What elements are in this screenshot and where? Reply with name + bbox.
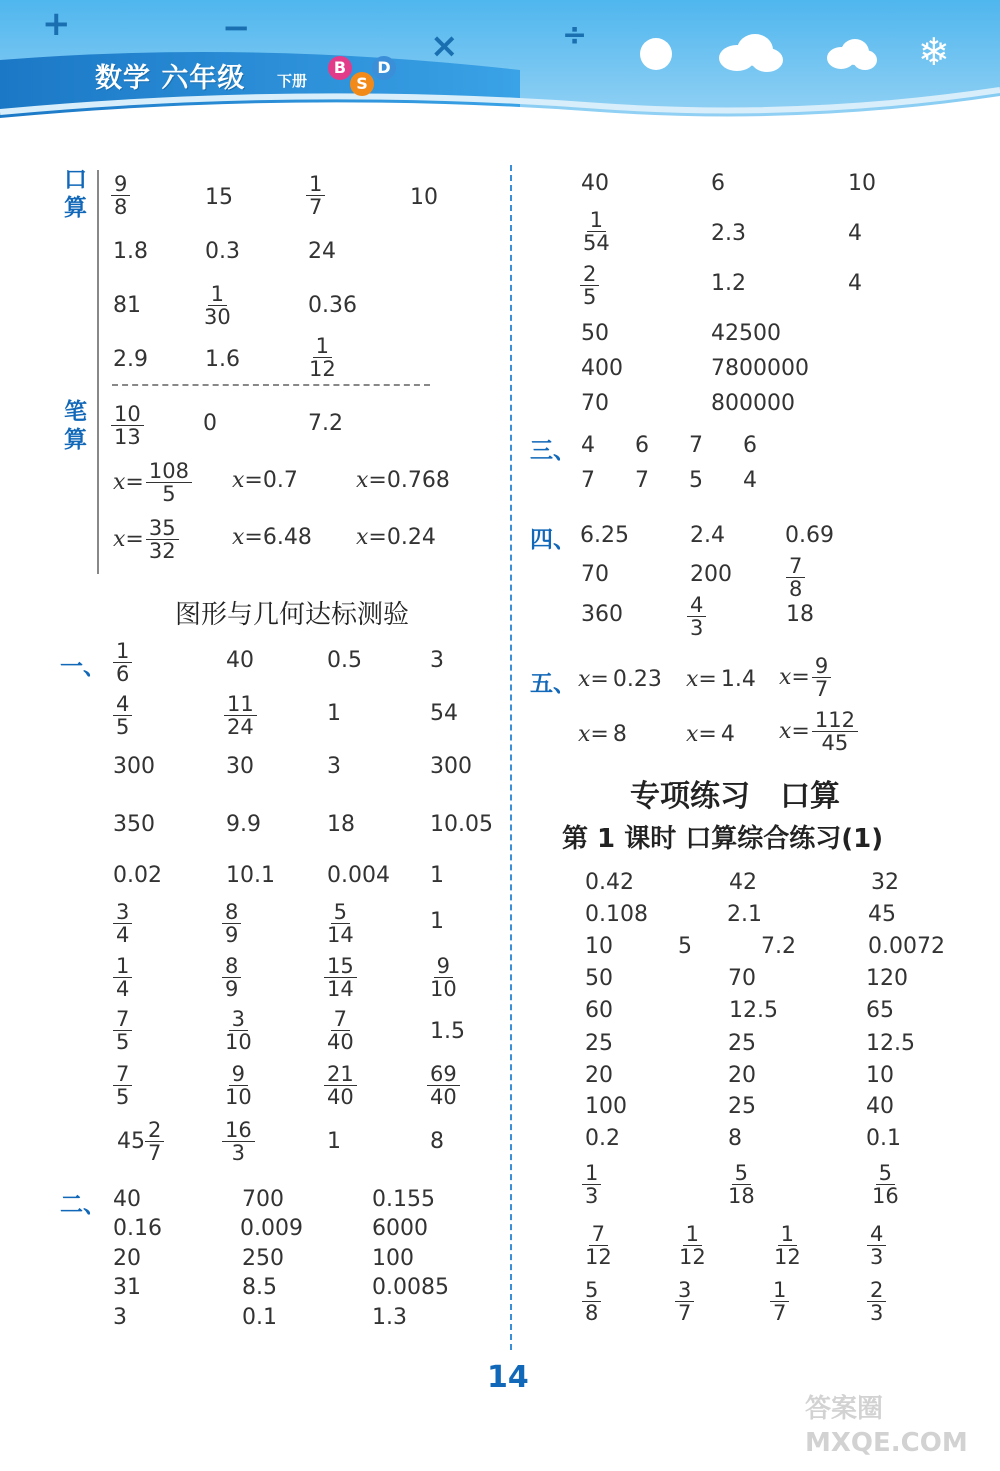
numerator: 11 xyxy=(224,693,257,716)
numerator: 3 xyxy=(229,1008,248,1031)
answer-value: 70 xyxy=(728,966,756,991)
answer-value: 0.3 xyxy=(205,239,240,264)
answer-value: 50 xyxy=(585,966,613,991)
denominator: 5 xyxy=(116,715,130,739)
denominator: 12 xyxy=(309,357,336,381)
minus-icon: − xyxy=(222,8,251,48)
x-equals: x= xyxy=(779,719,810,744)
answer-fraction xyxy=(111,403,144,448)
answer-value: 4 xyxy=(848,271,862,296)
x-equals: x= xyxy=(113,527,144,552)
answer-fraction xyxy=(786,555,805,600)
numerator: 7 xyxy=(331,1008,350,1031)
answer-value: 25 xyxy=(728,1094,756,1119)
answer-value: 25 xyxy=(585,1031,613,1056)
section-label-san: 三、 xyxy=(530,438,576,464)
equation-answer xyxy=(356,468,450,493)
answer-value: 7 xyxy=(635,468,649,493)
equation-value: 4 xyxy=(720,722,735,747)
answer-value: 40 xyxy=(866,1094,894,1119)
numerator: 7 xyxy=(786,555,805,578)
answer-value: 8.5 xyxy=(242,1275,277,1300)
section-label-wu: 五、 xyxy=(530,671,576,697)
answer-value: 10.05 xyxy=(430,812,493,837)
answer-value: 30 xyxy=(226,754,254,779)
numerator: 15 xyxy=(324,955,357,978)
numerator: 9 xyxy=(812,655,831,678)
numerator: 9 xyxy=(111,173,130,196)
numerator: 8 xyxy=(222,955,241,978)
answer-fraction xyxy=(222,1119,255,1164)
answer-value: 0.2 xyxy=(585,1126,620,1151)
section-label-er: 二、 xyxy=(60,1192,106,1218)
answer-value: 7 xyxy=(689,433,703,458)
equation-answer xyxy=(232,468,298,493)
answer-value: 700 xyxy=(242,1187,284,1212)
answer-value: 4 xyxy=(743,468,757,493)
answer-value: 0.16 xyxy=(113,1216,162,1241)
answer-value: 300 xyxy=(430,754,472,779)
answer-value: 0.36 xyxy=(308,293,357,318)
answer-fraction xyxy=(324,1063,357,1108)
answer-value: 2.9 xyxy=(113,347,148,372)
denominator: 5 xyxy=(116,1030,130,1054)
answer-value: 200 xyxy=(690,562,732,587)
answer-value: 350 xyxy=(113,812,155,837)
answer-value: 1 xyxy=(327,1129,341,1154)
answer-value: 0.1 xyxy=(242,1305,277,1330)
equation-answer xyxy=(356,525,436,550)
answer-value: 360 xyxy=(581,602,623,627)
equation-answer xyxy=(686,722,735,747)
answer-value: 0.69 xyxy=(785,523,834,548)
denominator: 32 xyxy=(148,539,176,563)
page-header xyxy=(0,0,1000,140)
denominator: 9 xyxy=(225,923,239,947)
denominator: 5 xyxy=(583,285,597,309)
answer-value: 1.8 xyxy=(113,239,148,264)
denominator: 12 xyxy=(679,1245,706,1269)
numerator: 5 xyxy=(876,1162,895,1185)
denominator: 4 xyxy=(116,977,130,1001)
denominator: 9 xyxy=(225,977,239,1001)
answer-fraction xyxy=(725,1162,758,1207)
numerator: 1 xyxy=(306,173,325,196)
answer-value: 3 xyxy=(327,754,341,779)
numerator: 9 xyxy=(229,1063,248,1086)
numerator: 10 xyxy=(111,403,144,426)
answer-fraction xyxy=(201,283,234,328)
answer-value: 8 xyxy=(728,1126,742,1151)
answer-value: 18 xyxy=(327,812,355,837)
header-title: 数学 六年级 xyxy=(95,63,246,94)
numerator: 112 xyxy=(812,709,858,732)
numerator: 7 xyxy=(113,1063,132,1086)
watermark: 答案圈 MXQE.COM xyxy=(805,1394,968,1458)
denominator: 7 xyxy=(678,1301,692,1325)
numerator: 3 xyxy=(113,901,132,924)
answer-value: 0.0085 xyxy=(372,1275,449,1300)
answer-fraction xyxy=(675,1279,694,1324)
denominator: 3 xyxy=(870,1301,884,1325)
denominator: 30 xyxy=(204,305,231,329)
numerator: 35 xyxy=(146,517,179,540)
x-equals: x= xyxy=(686,722,717,747)
answer-value: 6.25 xyxy=(580,523,629,548)
answer-value: 100 xyxy=(585,1094,627,1119)
header-subtitle: 下册 xyxy=(277,72,308,90)
answer-value: 5 xyxy=(678,934,692,959)
bsd-logo-d: D xyxy=(372,56,396,80)
answer-value: 9.9 xyxy=(226,812,261,837)
section-label-si: 四、 xyxy=(530,527,576,553)
answer-value: 1.3 xyxy=(372,1305,407,1330)
kousuan-char-1: 口 xyxy=(64,167,87,193)
answer-fraction xyxy=(580,209,613,254)
answer-fraction xyxy=(812,709,858,754)
answer-value: 0.1 xyxy=(866,1126,901,1151)
denominator: 54 xyxy=(583,231,610,255)
answer-value: 1.5 xyxy=(430,1019,465,1044)
equation-answer xyxy=(232,525,312,550)
answer-value: 0.004 xyxy=(327,863,390,888)
equation-answer xyxy=(779,655,831,700)
x-equals: x= xyxy=(113,470,144,495)
answer-value: 250 xyxy=(242,1246,284,1271)
denominator: 24 xyxy=(227,715,254,739)
answer-value: 0.108 xyxy=(585,902,648,927)
answer-fraction xyxy=(306,335,339,380)
answer-fraction xyxy=(770,1279,789,1324)
numerator: 5 xyxy=(582,1279,601,1302)
answer-fraction xyxy=(324,901,357,946)
answer-fraction xyxy=(869,1162,902,1207)
denominator: 3 xyxy=(690,616,704,640)
answer-value: 40 xyxy=(113,1187,141,1212)
denominator: 8 xyxy=(789,577,803,601)
denominator: 40 xyxy=(327,1030,354,1054)
answer-fraction xyxy=(222,901,241,946)
answer-value: 18 xyxy=(786,602,814,627)
answer-value: 4 xyxy=(581,433,595,458)
answer-value: 70 xyxy=(581,391,609,416)
plus-icon: + xyxy=(42,4,71,44)
denominator: 7 xyxy=(148,1141,162,1165)
whole-part: 45 xyxy=(117,1129,145,1154)
denominator: 3 xyxy=(585,1184,599,1208)
denominator: 3 xyxy=(231,1141,246,1165)
numerator: 1 xyxy=(313,335,332,358)
denominator: 10 xyxy=(225,1085,252,1109)
equation-answer xyxy=(578,667,662,692)
denominator: 13 xyxy=(114,425,141,449)
mixed-number xyxy=(117,1119,164,1164)
answer-fraction xyxy=(812,655,831,700)
denominator: 8 xyxy=(114,195,128,219)
answer-value: 20 xyxy=(113,1246,141,1271)
answer-value: 2.3 xyxy=(711,221,746,246)
answer-value: 12.5 xyxy=(729,998,778,1023)
answer-value: 12.5 xyxy=(866,1031,915,1056)
bsd-logo-b: B xyxy=(328,56,352,80)
column-divider xyxy=(510,165,512,1350)
denominator: 6 xyxy=(116,662,130,686)
answer-value: 6 xyxy=(635,433,649,458)
numerator: 5 xyxy=(331,901,350,924)
answer-value: 32 xyxy=(871,870,899,895)
answer-value: 65 xyxy=(866,998,894,1023)
equation-value: 6.48 xyxy=(262,525,312,550)
numerator: 1 xyxy=(778,1223,797,1246)
answer-value: 0.42 xyxy=(585,870,634,895)
left-bracket-line xyxy=(97,170,99,574)
answer-fraction xyxy=(224,693,257,738)
answer-value: 0.5 xyxy=(327,648,362,673)
answer-value: 45 xyxy=(868,902,896,927)
equation-value: 0.768 xyxy=(386,468,450,493)
answer-value: 2.4 xyxy=(690,523,725,548)
numerator: 1 xyxy=(582,1162,601,1185)
answer-fraction xyxy=(324,955,357,1000)
answer-fraction xyxy=(427,955,460,1000)
answer-value: 7800000 xyxy=(711,356,809,381)
answer-value: 4 xyxy=(848,221,862,246)
denominator: 7 xyxy=(814,677,829,701)
numerator: 9 xyxy=(434,955,453,978)
answer-fraction xyxy=(676,1223,709,1268)
answer-fraction xyxy=(113,640,132,685)
numerator: 1 xyxy=(770,1279,789,1302)
equation-value: 0.24 xyxy=(386,525,436,550)
answer-fraction xyxy=(771,1223,804,1268)
answer-value: 0 xyxy=(203,411,217,436)
answer-value: 70 xyxy=(581,562,609,587)
equation-answer xyxy=(113,517,179,562)
answer-value: 100 xyxy=(372,1246,414,1271)
x-equals: x= xyxy=(578,667,609,692)
denominator: 8 xyxy=(585,1301,599,1325)
answer-value: 2.1 xyxy=(727,902,762,927)
answer-fraction xyxy=(146,460,192,505)
numerator: 1 xyxy=(113,640,132,663)
answer-fraction xyxy=(222,1063,255,1108)
denominator: 45 xyxy=(821,731,849,755)
cloud-icon xyxy=(715,30,785,74)
kousuan-label xyxy=(64,166,87,222)
denominator: 5 xyxy=(162,482,176,506)
numerator: 2 xyxy=(867,1279,886,1302)
special-practice-title: 专项练习 口算 xyxy=(630,779,840,814)
answer-fraction xyxy=(113,1063,132,1108)
answer-fraction xyxy=(222,955,241,1000)
x-equals: x= xyxy=(779,665,810,690)
equation-answer xyxy=(779,709,858,754)
section-label-yi: 一、 xyxy=(60,654,106,680)
answer-fraction xyxy=(113,693,132,738)
answer-value: 1.2 xyxy=(711,271,746,296)
answer-value: 120 xyxy=(866,966,908,991)
answer-value: 0.02 xyxy=(113,863,162,888)
answer-value: 0.009 xyxy=(240,1216,303,1241)
kousuan-dash-line xyxy=(112,384,430,386)
answer-value: 40 xyxy=(581,171,609,196)
bisuan-char-2: 算 xyxy=(64,427,87,453)
answer-value: 42 xyxy=(729,870,757,895)
answer-fraction xyxy=(582,1223,615,1268)
answer-value: 10 xyxy=(866,1063,894,1088)
numerator: 1 xyxy=(683,1223,702,1246)
page-number: 14 xyxy=(487,1360,529,1395)
answer-value: 6000 xyxy=(372,1216,428,1241)
answer-fraction xyxy=(582,1162,601,1207)
answer-value: 54 xyxy=(430,701,458,726)
answer-value: 3 xyxy=(430,648,444,673)
answer-value: 42500 xyxy=(711,321,781,346)
answer-value: 31 xyxy=(113,1275,141,1300)
denominator: 40 xyxy=(327,1085,354,1109)
answer-value: 20 xyxy=(585,1063,613,1088)
answer-value: 1 xyxy=(327,701,341,726)
equation-value: 0.7 xyxy=(262,468,298,493)
answer-value: 60 xyxy=(585,998,613,1023)
denominator: 14 xyxy=(327,923,354,947)
answer-fraction xyxy=(580,263,599,308)
answer-fraction xyxy=(113,1008,132,1053)
denominator: 18 xyxy=(728,1184,755,1208)
answer-fraction xyxy=(113,901,132,946)
answer-value: 81 xyxy=(113,293,141,318)
kousuan-char-2: 算 xyxy=(64,195,87,221)
answer-fraction xyxy=(306,173,325,218)
equation-value: 1.4 xyxy=(720,667,756,692)
numerator: 16 xyxy=(222,1119,255,1142)
sun-icon xyxy=(640,38,672,70)
denominator: 3 xyxy=(870,1245,884,1269)
lesson-title: 第 1 课时 口算综合练习(1) xyxy=(562,824,884,854)
divide-icon: ÷ xyxy=(562,18,588,53)
geometry-test-title: 图形与几何达标测验 xyxy=(175,600,410,630)
answer-value: 0.0072 xyxy=(868,934,945,959)
equation-answer xyxy=(578,722,627,747)
numerator: 108 xyxy=(146,460,192,483)
bisuan-label xyxy=(64,398,87,454)
denominator: 12 xyxy=(585,1245,612,1269)
answer-fraction xyxy=(324,1008,357,1053)
answer-fraction xyxy=(427,1063,460,1108)
numerator: 21 xyxy=(324,1063,357,1086)
answer-value: 300 xyxy=(113,754,155,779)
answer-value: 7.2 xyxy=(308,411,343,436)
answer-value: 24 xyxy=(308,239,336,264)
answer-value: 7.2 xyxy=(761,934,796,959)
x-equals: x= xyxy=(232,468,263,493)
numerator: 7 xyxy=(589,1223,608,1246)
bisuan-char-1: 笔 xyxy=(64,399,87,425)
numerator: 4 xyxy=(687,594,706,617)
answer-value: 3 xyxy=(113,1305,127,1330)
numerator: 1 xyxy=(208,283,227,306)
times-icon: × xyxy=(430,26,459,66)
answer-value: 6 xyxy=(743,433,757,458)
denominator: 10 xyxy=(225,1030,252,1054)
numerator: 8 xyxy=(222,901,241,924)
denominator: 40 xyxy=(430,1085,457,1109)
numerator: 69 xyxy=(427,1063,460,1086)
snowflake-icon: ❄ xyxy=(918,30,950,74)
answer-fraction xyxy=(222,1008,255,1053)
denominator: 4 xyxy=(116,923,130,947)
answer-value: 50 xyxy=(581,321,609,346)
answer-fraction xyxy=(867,1279,886,1324)
equation-value: 0.23 xyxy=(612,667,662,692)
answer-value: 10 xyxy=(410,185,438,210)
x-equals: x= xyxy=(578,722,609,747)
numerator: 3 xyxy=(675,1279,694,1302)
denominator: 12 xyxy=(774,1245,801,1269)
answer-fraction xyxy=(113,955,132,1000)
numerator: 2 xyxy=(580,263,599,286)
numerator: 2 xyxy=(145,1119,164,1142)
equation-value: 8 xyxy=(612,722,627,747)
x-equals: x= xyxy=(356,525,387,550)
answer-value: 400 xyxy=(581,356,623,381)
equation-answer xyxy=(686,667,756,692)
numerator: 4 xyxy=(113,693,132,716)
equation-answer xyxy=(113,460,192,505)
answer-value: 1 xyxy=(430,909,444,934)
answer-value: 10 xyxy=(848,171,876,196)
cloud-icon xyxy=(825,36,879,72)
x-equals: x= xyxy=(232,525,263,550)
answer-value: 25 xyxy=(728,1031,756,1056)
answer-value: 1 xyxy=(430,863,444,888)
answer-value: 8 xyxy=(430,1129,444,1154)
denominator: 14 xyxy=(327,977,354,1001)
numerator: 5 xyxy=(732,1162,751,1185)
numerator: 7 xyxy=(113,1008,132,1031)
x-equals: x= xyxy=(356,468,387,493)
answer-value: 10 xyxy=(585,934,613,959)
numerator: 1 xyxy=(587,209,606,232)
answer-value: 7 xyxy=(581,468,595,493)
answer-value: 5 xyxy=(689,468,703,493)
answer-fraction xyxy=(145,1119,164,1164)
answer-value: 40 xyxy=(226,648,254,673)
answer-value: 800000 xyxy=(711,391,795,416)
answer-fraction xyxy=(582,1279,601,1324)
denominator: 10 xyxy=(430,977,457,1001)
answer-fraction xyxy=(111,173,130,218)
bsd-logo-s: S xyxy=(350,72,374,96)
answer-fraction xyxy=(687,594,706,639)
numerator: 1 xyxy=(113,955,132,978)
numerator: 4 xyxy=(867,1223,886,1246)
answer-fraction xyxy=(867,1223,886,1268)
denominator: 7 xyxy=(773,1301,787,1325)
answer-value: 20 xyxy=(728,1063,756,1088)
answer-value: 0.155 xyxy=(372,1187,435,1212)
answer-value: 6 xyxy=(711,171,725,196)
denominator: 7 xyxy=(309,195,323,219)
answer-value: 15 xyxy=(205,185,233,210)
answer-value: 1.6 xyxy=(205,347,240,372)
answer-fraction xyxy=(146,517,179,562)
answer-value: 10.1 xyxy=(226,863,275,888)
denominator: 5 xyxy=(116,1085,130,1109)
x-equals: x= xyxy=(686,667,717,692)
denominator: 16 xyxy=(872,1184,899,1208)
